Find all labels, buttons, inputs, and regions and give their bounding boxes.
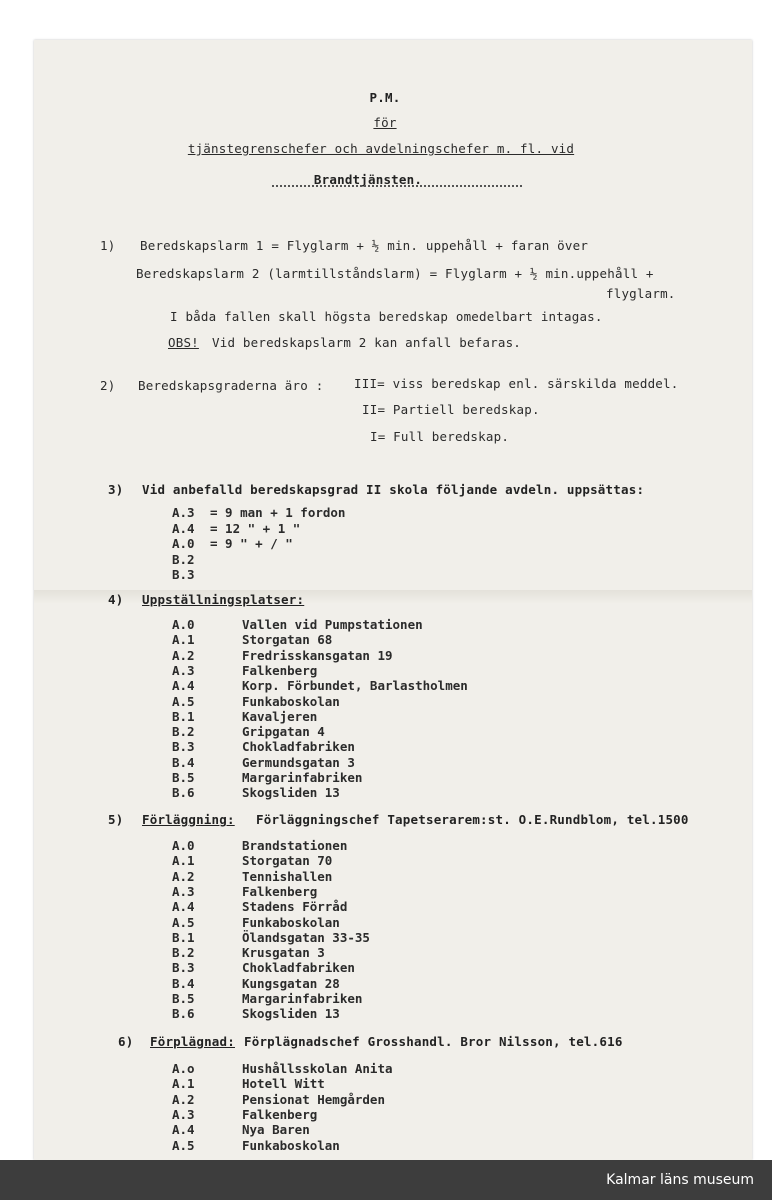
row-code: A.3 <box>172 1106 195 1122</box>
row-code: B.6 <box>172 785 195 801</box>
row-value: Kungsgatan 28 <box>242 975 340 991</box>
grade-3: III= viss beredskap enl. särskilda meddel. <box>354 376 679 391</box>
row-code: A.2 <box>172 868 195 884</box>
row-code: B.4 <box>172 975 195 991</box>
row-code: B.4 <box>172 754 195 770</box>
row-code: B.1 <box>172 708 195 724</box>
row-value: Falkenberg <box>242 1106 318 1122</box>
row-value: Ölandsgatan 33-35 <box>242 929 370 945</box>
section1-number: 1) <box>100 238 116 253</box>
row-value: Storgatan 68 <box>242 632 333 648</box>
row-value: Chokladfabriken <box>242 739 355 755</box>
row-code: B.2 <box>172 945 195 961</box>
row-value: Krusgatan 3 <box>242 945 325 961</box>
row-code: A.1 <box>172 1076 195 1092</box>
row-value: Vallen vid Pumpstationen <box>242 617 423 632</box>
row-value: Funkaboskolan <box>242 693 340 709</box>
row-value: Margarinfabriken <box>242 991 363 1006</box>
section6-label: Förplägnad: <box>150 1034 235 1049</box>
grade-2: II= Partiell beredskap. <box>362 402 540 417</box>
section6-text: Förplägnadschef Grosshandl. Bror Nilsson, tel.616 <box>244 1034 623 1049</box>
section2-number: 2) <box>100 378 116 393</box>
museum-credit: Kalmar läns museum <box>606 1172 754 1188</box>
row-code: A.4 <box>172 1122 195 1138</box>
row-code: A.2 <box>172 1091 195 1107</box>
row-code: A.0 <box>172 617 195 632</box>
row-code: A.4 <box>172 899 195 915</box>
subtitle: tjänstegrenschefer och avdelningschefer m. fl. vid <box>187 141 575 156</box>
section1-line3: flyglarm. <box>606 286 676 301</box>
section5-label: Förläggning: <box>142 812 235 827</box>
row-value: Funkaboskolan <box>242 1137 340 1153</box>
row-code: A.4 <box>172 678 195 694</box>
row-code: A.o <box>172 1061 195 1076</box>
row-code: B.5 <box>172 991 195 1006</box>
section2-intro: Beredskapsgraderna äro : <box>138 378 324 393</box>
for-heading: för <box>373 115 397 130</box>
dotted-rule <box>272 185 522 187</box>
section1-line4: I båda fallen skall högsta beredskap omedelbart intagas. <box>170 309 603 324</box>
row-value: Margarinfabriken <box>242 770 363 785</box>
row-value: Pensionat Hemgården <box>242 1091 385 1107</box>
section4-label: Uppställningsplatser: <box>142 592 305 607</box>
obs-text: Vid beredskapslarm 2 kan anfall befaras. <box>212 335 522 350</box>
row-code: A.1 <box>172 632 195 648</box>
row-value: Hushållsskolan Anita <box>242 1061 393 1076</box>
row-code: B.6 <box>172 1006 195 1022</box>
row-value: Stadens Förråd <box>242 899 348 915</box>
row-value: Tennishallen <box>242 868 333 884</box>
museum-footer <box>0 1160 772 1200</box>
row-code: A.0 <box>172 838 195 853</box>
row-code: B.1 <box>172 929 195 945</box>
section1-line2: Beredskapslarm 2 (larmtillståndslarm) = Flyglarm + ½ min.uppehåll + <box>136 266 654 281</box>
row-value: = 12 " + 1 " <box>210 520 301 536</box>
row-code: A.5 <box>172 693 195 709</box>
page-title: Brandtjänsten. <box>313 172 423 187</box>
row-value: Skogsliden 13 <box>242 1006 340 1022</box>
row-code: A.4 <box>172 520 195 536</box>
row-code: B.3 <box>172 960 195 976</box>
row-code: B.2 <box>172 724 195 740</box>
row-value: Skogsliden 13 <box>242 785 340 801</box>
row-value: Brandstationen <box>242 838 348 853</box>
row-value: Fredrisskansgatan 19 <box>242 647 393 663</box>
row-value: Falkenberg <box>242 883 318 899</box>
row-value: Nya Baren <box>242 1122 310 1138</box>
row-code: A.2 <box>172 647 195 663</box>
row-code: A.3 <box>172 505 195 520</box>
row-code: A.5 <box>172 914 195 930</box>
row-code: B.3 <box>172 739 195 755</box>
section4-number: 4) <box>108 592 124 607</box>
section3-text: Vid anbefalld beredskapsgrad II skola följande avdeln. uppsättas: <box>142 482 645 497</box>
row-value: Kavaljeren <box>242 708 318 724</box>
row-value: Falkenberg <box>242 662 318 678</box>
row-value: Gripgatan 4 <box>242 724 325 740</box>
pm-heading: P.M. <box>369 90 401 105</box>
section5-text: Förläggningschef Tapetserarem:st. O.E.Rundblom, tel.1500 <box>256 812 689 827</box>
row-value: Korp. Förbundet, Barlastholmen <box>242 678 468 694</box>
row-value: Chokladfabriken <box>242 960 355 976</box>
row-code: A.3 <box>172 662 195 678</box>
row-code: A.5 <box>172 1137 195 1153</box>
row-code: B.2 <box>172 551 195 567</box>
section5-number: 5) <box>108 812 124 827</box>
row-value: = 9 " + / " <box>210 536 293 551</box>
row-value: Funkaboskolan <box>242 914 340 930</box>
obs-label: OBS! <box>168 335 199 350</box>
row-code: A.1 <box>172 853 195 869</box>
row-code: A.0 <box>172 536 195 551</box>
section3-number: 3) <box>108 482 124 497</box>
grade-1: I= Full beredskap. <box>370 429 510 444</box>
row-value: Storgatan 70 <box>242 853 333 869</box>
row-value: Hotell Witt <box>242 1076 325 1092</box>
row-value: Germundsgatan 3 <box>242 754 355 770</box>
row-value: = 9 man + 1 fordon <box>210 505 346 520</box>
section1-line1: Beredskapslarm 1 = Flyglarm + ½ min. uppehåll + faran över <box>140 238 589 253</box>
section6-number: 6) <box>118 1034 134 1049</box>
row-code: B.5 <box>172 770 195 785</box>
row-code: B.3 <box>172 567 195 582</box>
row-code: A.3 <box>172 883 195 899</box>
